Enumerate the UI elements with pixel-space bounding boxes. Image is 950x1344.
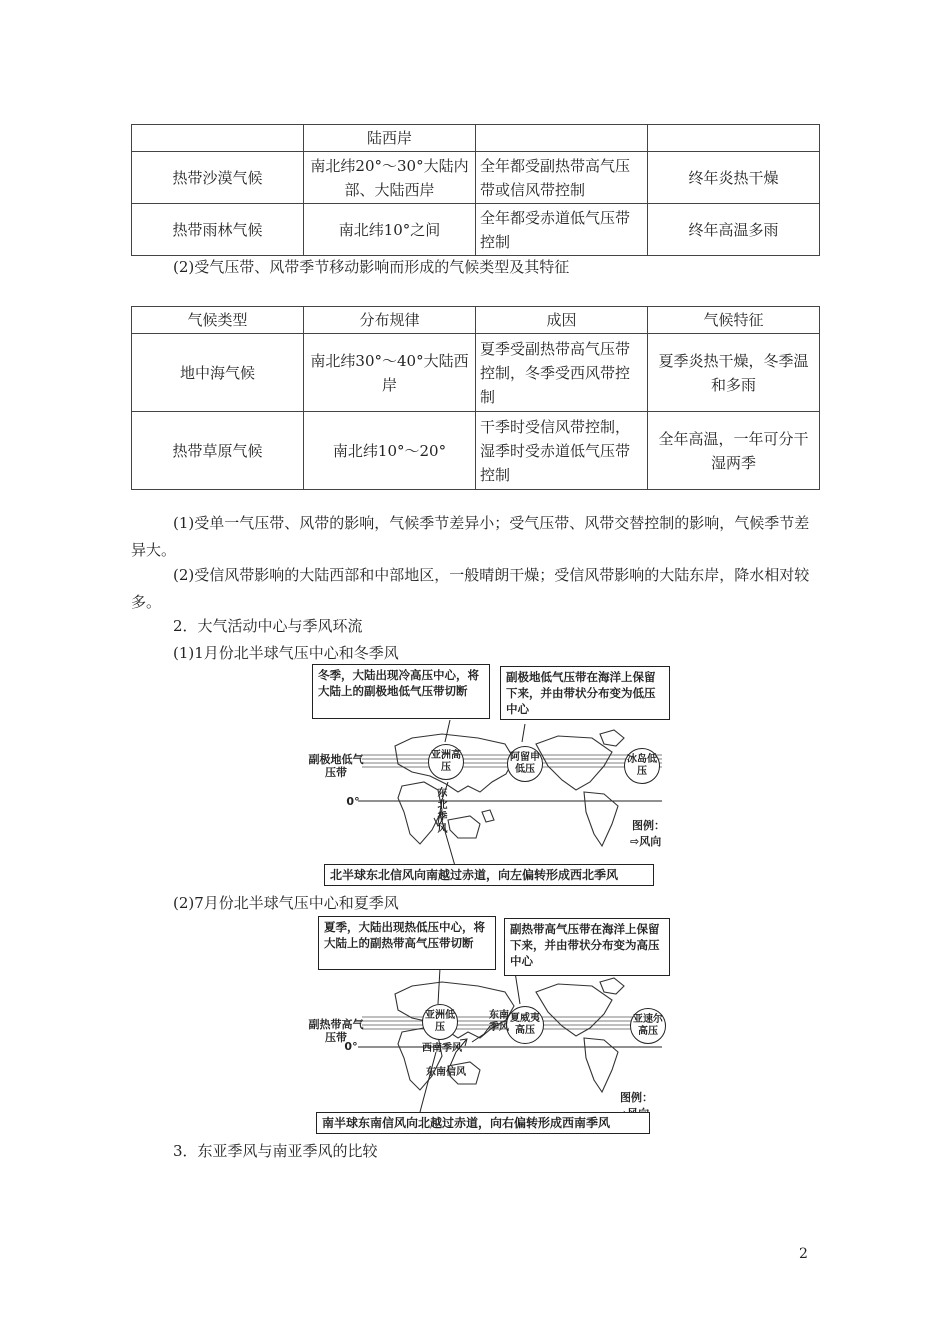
cell: 热带雨林气候 <box>132 204 304 256</box>
cell: 热带草原气候 <box>132 412 304 490</box>
heading-2: 2．大气活动中心与季风环流 <box>173 617 363 635</box>
figure-2-caption: (2)7月份北半球气压中心和夏季风 <box>173 894 399 912</box>
column-header: 气候特征 <box>648 307 820 334</box>
wind-label-sw-monsoon: 西南季风 <box>422 1043 462 1054</box>
pressure-center-hawaii-high: 夏威夷高压 <box>506 1006 544 1044</box>
pressure-center-azores-high: 亚速尔高压 <box>630 1008 666 1044</box>
figure-1-caption: (1)1月份北半球气压中心和冬季风 <box>173 644 399 662</box>
callout-hawaii-high: 副热带高气压带在海洋上保留下来，并由带状分布变为高压中心 <box>504 918 670 976</box>
legend-title: 图例： <box>620 1091 653 1104</box>
cell: 热带沙漠气候 <box>132 152 304 204</box>
cell <box>132 125 304 152</box>
cell: 地中海气候 <box>132 334 304 412</box>
cell: 干季时受信风带控制，湿季时受赤道低气压带控制 <box>476 412 648 490</box>
page-number: 2 <box>799 1246 808 1262</box>
cell: 南北纬30°～40°大陆西岸 <box>304 334 476 412</box>
pressure-center-aleutian-low: 阿留申低压 <box>507 746 543 782</box>
arrow-right-icon: ⇨ <box>630 835 640 848</box>
climate-table-1 <box>131 124 820 256</box>
wind-label-se-trade: 东南信风 <box>426 1067 466 1078</box>
cell: 终年炎热干燥 <box>648 152 820 204</box>
callout-bottom-july: 南半球东南信风向北越过赤道，向右偏转形成西南季风 <box>316 1112 650 1134</box>
cell: 南北纬20°～30°大陆内部、大陆西岸 <box>304 152 476 204</box>
note-2: (2)受信风带影响的大陆西部和中部地区，一般晴朗干燥；受信风带影响的大陆东岸，降水相对较多。 <box>131 566 810 611</box>
wind-label-ne-monsoon: 东北季风 <box>437 788 448 835</box>
belt-label-subpolar-low: 副极地低气压带 <box>308 753 364 779</box>
equator-label: 0° <box>346 795 360 808</box>
figure-july-map <box>300 916 670 1134</box>
legend-item <box>630 834 661 849</box>
wind-label-se-monsoon: 东南季风 <box>489 1010 509 1033</box>
section-title: (2)受气压带、风带季节移动影响而形成的气候类型及其特征 <box>173 258 570 276</box>
cell: 终年高温多雨 <box>648 204 820 256</box>
pressure-center-asia-low: 亚洲低压 <box>422 1004 458 1040</box>
note-1: (1)受单一气压带、风带的影响，气候季节差异小；受气压带、风带交替控制的影响，气候季节差异大。 <box>131 514 810 559</box>
figure-january-map <box>300 664 670 890</box>
cell: 全年高温，一年可分干湿两季 <box>648 412 820 490</box>
cell: 夏季炎热干燥，冬季温和多雨 <box>648 334 820 412</box>
belt-label-subtropical-high: 副热带高气压带 <box>308 1018 364 1044</box>
climate-table-2 <box>131 306 820 490</box>
cell: 南北纬10°～20° <box>304 412 476 490</box>
callout-summer-low: 夏季，大陆出现热低压中心，将大陆上的副热带高气压带切断 <box>318 916 496 970</box>
pressure-center-asia-high: 亚洲高压 <box>428 744 464 780</box>
cell <box>476 125 648 152</box>
legend-item-label: 风向 <box>639 835 662 848</box>
heading-3: 3．东亚季风与南亚季风的比较 <box>173 1142 378 1160</box>
column-header: 分布规律 <box>304 307 476 334</box>
callout-aleutian-low: 副极地低气压带在海洋上保留下来，并由带状分布变为低压中心 <box>500 666 670 720</box>
cell: 南北纬10°之间 <box>304 204 476 256</box>
cell: 夏季受副热带高气压带控制，冬季受西风带控制 <box>476 334 648 412</box>
callout-bottom-january: 北半球东北信风向南越过赤道，向左偏转形成西北季风 <box>324 864 654 886</box>
callout-winter-high: 冬季，大陆出现冷高压中心，将大陆上的副极地低气压带切断 <box>312 664 490 719</box>
equator-label: 0° <box>344 1040 358 1053</box>
column-header: 气候类型 <box>132 307 304 334</box>
cell: 全年都受赤道低气压带控制 <box>476 204 648 256</box>
cell: 陆西岸 <box>304 125 476 152</box>
column-header: 成因 <box>476 307 648 334</box>
cell <box>648 125 820 152</box>
legend-title: 图例： <box>632 819 665 832</box>
cell: 全年都受副热带高气压带或信风带控制 <box>476 152 648 204</box>
pressure-center-iceland-low: 冰岛低压 <box>624 748 660 784</box>
